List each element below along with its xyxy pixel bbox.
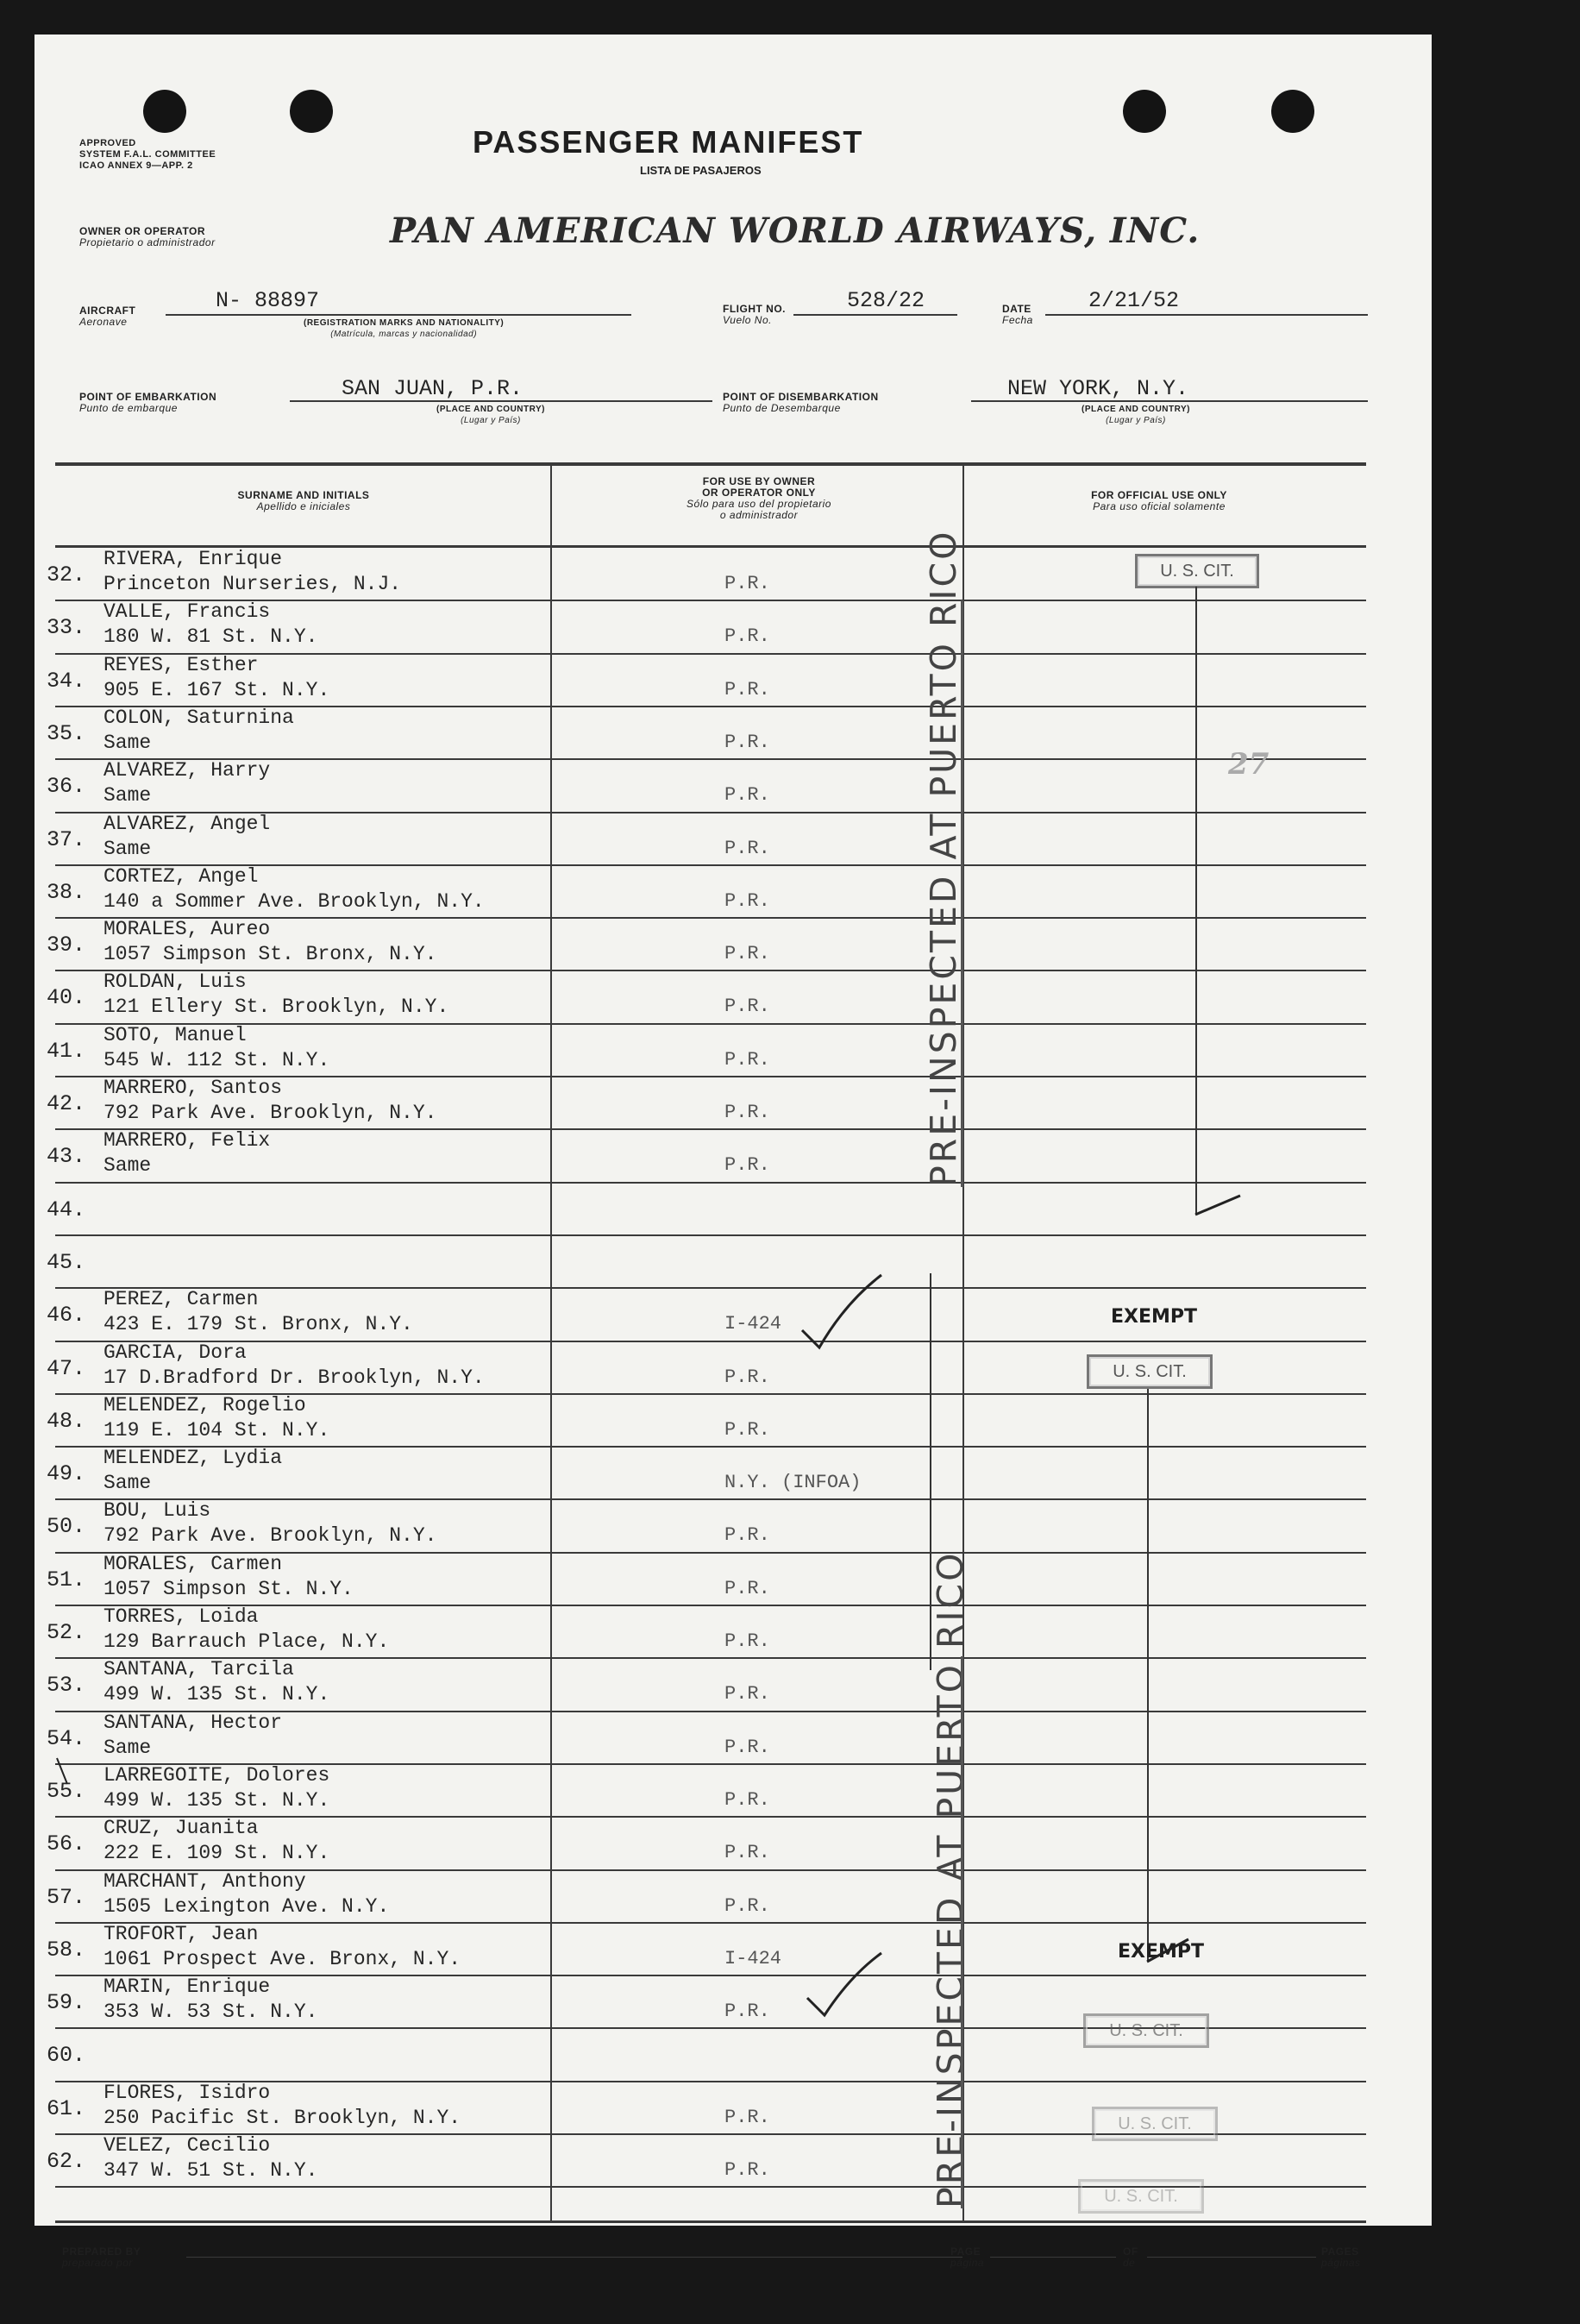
approval-line: ICAO ANNEX 9—APP. 2 — [79, 160, 193, 171]
place-note-en: (PLACE AND COUNTRY) — [1082, 405, 1190, 414]
row-number: 32. — [47, 562, 86, 587]
owner-code: P.R. — [724, 573, 770, 594]
disembark-value: NEW YORK, N.Y. — [1007, 376, 1189, 401]
of-label-es: de — [1123, 2257, 1136, 2269]
passenger-address: 222 E. 109 St. N.Y. — [103, 1842, 330, 1865]
pages-label-en: PAGES — [1321, 2245, 1359, 2258]
passenger-address: 347 W. 51 St. N.Y. — [103, 2159, 318, 2182]
row-number: 48. — [47, 1408, 86, 1434]
page-label-es: página — [950, 2257, 985, 2269]
us-citizen-stamp: U. S. CIT. — [1135, 554, 1259, 588]
us-citizen-stamp: U. S. CIT. — [1087, 1354, 1213, 1389]
us-citizen-stamp: U. S. CIT. — [1078, 2179, 1204, 2214]
embark-value: SAN JUAN, P.R. — [342, 376, 524, 401]
form-subtitle: LISTA DE PASAJEROS — [640, 164, 762, 177]
passenger-name: CORTEZ, Angel — [103, 864, 259, 888]
margin-note: 27 — [1228, 747, 1270, 782]
preinspected-stamp: PRE-INSPECTED AT PUERTO RICO — [923, 529, 964, 1187]
passenger-name: REYES, Esther — [103, 653, 259, 676]
passenger-name: LARREGOITE, Dolores — [103, 1763, 330, 1787]
passenger-address: 1061 Prospect Ave. Bronx, N.Y. — [103, 1947, 461, 1970]
page-label — [950, 2246, 984, 2269]
us-citizen-stamp: U. S. CIT. — [1092, 2107, 1218, 2141]
approval-line: APPROVED — [79, 138, 136, 148]
flight-value: 528/22 — [847, 288, 925, 313]
passenger-name: RIVERA, Enrique — [103, 548, 283, 570]
pages-label-es: páginas — [1321, 2257, 1361, 2269]
passenger-address: 499 W. 135 St. N.Y. — [103, 1788, 330, 1812]
preinspected-stamp: PRE-INSPECTED AT PUERTO RICO — [930, 1550, 971, 2208]
flight-label-es: Vuelo No. — [723, 314, 772, 326]
row-number: 54. — [47, 1725, 86, 1751]
aircraft-label-en: AIRCRAFT — [79, 305, 136, 317]
row-number: 58. — [47, 1937, 86, 1963]
row-number: 53. — [47, 1673, 86, 1699]
passenger-name: MORALES, Carmen — [103, 1552, 283, 1575]
owner-code: P.R. — [724, 1577, 770, 1599]
us-citizen-stamp: U. S. CIT. — [1083, 2013, 1209, 2048]
underline — [990, 2257, 1116, 2258]
passenger-address: 129 Barrauch Place, N.Y. — [103, 1630, 390, 1653]
passenger-address: 1505 Lexington Ave. N.Y. — [103, 1894, 390, 1918]
owner-code: P.R. — [724, 1048, 770, 1071]
passenger-name: TROFORT, Jean — [103, 1922, 259, 1945]
row-number: 51. — [47, 1567, 86, 1592]
underline — [1147, 2257, 1316, 2258]
manifest-sheet — [34, 35, 1432, 2269]
aircraft-value: N- 88897 — [216, 288, 320, 313]
underline — [186, 2257, 962, 2258]
row-number: 34. — [47, 668, 86, 694]
owner-use-es-line: o administrador — [719, 509, 799, 521]
row-number: 60. — [47, 2043, 86, 2069]
row-number: 39. — [47, 933, 86, 958]
row-number: 45. — [47, 1249, 86, 1275]
owner-code: I-424 — [724, 1947, 782, 1969]
owner-code: P.R. — [724, 1683, 770, 1705]
owner-code: P.R. — [724, 2001, 770, 2023]
owner-code: P.R. — [724, 1366, 770, 1388]
passenger-name: PEREZ, Carmen — [103, 1288, 259, 1311]
check-mark-icon — [807, 1953, 881, 2015]
owner-code: P.R. — [724, 889, 770, 912]
owner-code: P.R. — [724, 678, 770, 700]
row-number: 36. — [47, 774, 86, 800]
owner-code: P.R. — [724, 1842, 770, 1864]
passenger-name: VELEZ, Cecilio — [103, 2134, 271, 2157]
row-number: 46. — [47, 1303, 86, 1328]
passenger-name: TORRES, Loida — [103, 1605, 259, 1628]
passenger-name: ALVAREZ, Harry — [103, 759, 271, 782]
owner-code: P.R. — [724, 837, 770, 859]
of-label — [1123, 2246, 1138, 2269]
date-value: 2/21/52 — [1088, 288, 1180, 313]
place-note-es: (Lugar y País) — [1106, 416, 1166, 425]
owner-label-es: Propietario o administrador — [79, 236, 216, 248]
row-number: 57. — [47, 1884, 86, 1910]
passenger-address: 140 a Sommer Ave. Brooklyn, N.Y. — [103, 889, 485, 913]
passenger-address: Same — [103, 1472, 152, 1495]
passenger-address: 121 Ellery St. Brooklyn, N.Y. — [103, 996, 449, 1019]
registration-note-en: (REGISTRATION MARKS AND NATIONALITY) — [304, 318, 505, 328]
embark-label-es: Punto de embarque — [79, 402, 178, 414]
owner-code: P.R. — [724, 1418, 770, 1441]
date-label-en: DATE — [1002, 303, 1031, 315]
row-number: 49. — [47, 1461, 86, 1487]
passenger-name: SOTO, Manuel — [103, 1023, 247, 1046]
passenger-name: SANTANA, Tarcila — [103, 1658, 294, 1681]
owner-code: N.Y. (INFOA) — [724, 1472, 862, 1494]
passenger-name: MARIN, Enrique — [103, 1975, 271, 1999]
row-number: 56. — [47, 1831, 86, 1857]
row-number: 35. — [47, 720, 86, 746]
bracket-end-icon — [1195, 1196, 1240, 1215]
owner-code: P.R. — [724, 943, 770, 965]
owner-use-es-line: Sólo para uso del propietario — [687, 498, 831, 510]
passenger-name: MELENDEZ, Rogelio — [103, 1393, 306, 1416]
row-number: 59. — [47, 1990, 86, 2016]
owner-code: P.R. — [724, 1788, 770, 1811]
owner-code: P.R. — [724, 784, 770, 807]
passenger-name: MARRERO, Felix — [103, 1129, 271, 1153]
flight-label-en: FLIGHT NO. — [723, 303, 786, 315]
owner-use-line: OR OPERATOR ONLY — [702, 487, 816, 499]
owner-code: P.R. — [724, 2159, 770, 2181]
check-mark-icon — [802, 1275, 881, 1347]
passenger-address: 792 Park Ave. Brooklyn, N.Y. — [103, 1524, 437, 1548]
form-title: PASSENGER MANIFEST — [473, 124, 864, 160]
prepared-by-es: preparado por — [62, 2257, 133, 2269]
passenger-name: ROLDAN, Luis — [103, 970, 247, 994]
row-number: 44. — [47, 1197, 86, 1222]
operator-name: PAN AMERICAN WORLD AIRWAYS, INC. — [390, 210, 1201, 251]
passenger-name: FLORES, Isidro — [103, 2081, 271, 2104]
disembark-label-es: Punto de Desembarque — [723, 402, 841, 414]
prepared-by-label — [62, 2246, 141, 2269]
of-label-en: OF — [1123, 2245, 1138, 2258]
owner-code: P.R. — [724, 2106, 770, 2128]
passenger-name: ALVAREZ, Angel — [103, 812, 271, 835]
official-header-en: FOR OFFICIAL USE ONLY — [1091, 489, 1227, 501]
owner-code: P.R. — [724, 625, 770, 648]
date-label-es: Fecha — [1002, 314, 1033, 326]
row-number: 41. — [47, 1038, 86, 1064]
passenger-address: 1057 Simpson St. N.Y. — [103, 1577, 354, 1600]
row-number: 40. — [47, 985, 86, 1011]
owner-code: P.R. — [724, 1736, 770, 1758]
owner-code: P.R. — [724, 1630, 770, 1652]
owner-code: P.R. — [724, 731, 770, 753]
passenger-address: 353 W. 53 St. N.Y. — [103, 2001, 318, 2024]
row-number: 33. — [47, 615, 86, 641]
row-number: 47. — [47, 1355, 86, 1381]
prepared-by-en: PREPARED BY — [62, 2245, 141, 2258]
page-label-en: PAGE — [950, 2245, 981, 2258]
row-number: 61. — [47, 2095, 86, 2121]
row-number: 55. — [47, 1778, 86, 1804]
passenger-address: Same — [103, 731, 152, 754]
place-note-en: (PLACE AND COUNTRY) — [436, 405, 545, 414]
passenger-address: Same — [103, 1736, 152, 1759]
passenger-address: 545 W. 112 St. N.Y. — [103, 1048, 330, 1071]
surname-header-es: Apellido e iniciales — [256, 500, 351, 512]
passenger-address: 250 Pacific St. Brooklyn, N.Y. — [103, 2106, 461, 2129]
row-number: 43. — [47, 1144, 86, 1170]
pages-label — [1321, 2246, 1361, 2269]
owner-code: P.R. — [724, 996, 770, 1018]
owner-code: P.R. — [724, 1154, 770, 1177]
row-number: 37. — [47, 826, 86, 852]
passenger-address: Princeton Nurseries, N.J. — [103, 573, 402, 595]
passenger-name: VALLE, Francis — [103, 600, 271, 624]
exempt-stamp: EXEMPT — [1111, 1306, 1198, 1328]
passenger-name: CRUZ, Juanita — [103, 1817, 259, 1840]
passenger-name: COLON, Saturnina — [103, 706, 294, 729]
row-number: 38. — [47, 879, 86, 905]
passenger-name: MELENDEZ, Lydia — [103, 1447, 283, 1470]
owner-code: P.R. — [724, 1524, 770, 1547]
row-number: 52. — [47, 1620, 86, 1645]
passenger-name: BOU, Luis — [103, 1499, 211, 1523]
aircraft-label-es: Aeronave — [79, 316, 128, 328]
passenger-address: 180 W. 81 St. N.Y. — [103, 625, 318, 649]
passenger-address: 17 D.Bradford Dr. Brooklyn, N.Y. — [103, 1366, 485, 1389]
row-number: 42. — [47, 1091, 86, 1116]
owner-code: I-424 — [724, 1313, 782, 1335]
passenger-address: 905 E. 167 St. N.Y. — [103, 678, 330, 701]
passenger-address: 792 Park Ave. Brooklyn, N.Y. — [103, 1102, 437, 1124]
surname-header-en: SURNAME AND INITIALS — [237, 489, 370, 501]
passenger-address: Same — [103, 1154, 152, 1178]
row-number: 50. — [47, 1514, 86, 1540]
passenger-address: Same — [103, 784, 152, 807]
owner-use-line: FOR USE BY OWNER — [702, 475, 816, 487]
passenger-address: 499 W. 135 St. N.Y. — [103, 1683, 330, 1706]
passenger-name: GARCIA, Dora — [103, 1341, 247, 1364]
owner-label-en: OWNER OR OPERATOR — [79, 225, 206, 237]
passenger-name: MORALES, Aureo — [103, 918, 271, 941]
passenger-name: MARRERO, Santos — [103, 1077, 283, 1099]
passenger-address: Same — [103, 837, 152, 860]
disembark-label-en: POINT OF DISEMBARKATION — [723, 391, 879, 403]
handwritten-marks — [34, 35, 1432, 2226]
owner-code: P.R. — [724, 1894, 770, 1917]
tick-mark-icon — [57, 1758, 67, 1784]
approval-line: SYSTEM F.A.L. COMMITTEE — [79, 149, 216, 160]
passenger-name: SANTANA, Hector — [103, 1711, 283, 1734]
row-number: 62. — [47, 2149, 86, 2174]
passenger-address: 119 E. 104 St. N.Y. — [103, 1418, 330, 1442]
bracket-end-icon — [1147, 1939, 1188, 1962]
passenger-address: 423 E. 179 St. Bronx, N.Y. — [103, 1313, 413, 1336]
place-note-es: (Lugar y País) — [461, 416, 521, 425]
exempt-stamp: EXEMPT — [1118, 1941, 1205, 1963]
official-header-es: Para uso oficial solamente — [1093, 500, 1226, 512]
owner-code: P.R. — [724, 1102, 770, 1123]
registration-note-es: (Matrícula, marcas y nacionalidad) — [330, 330, 478, 339]
passenger-address: 1057 Simpson St. Bronx, N.Y. — [103, 943, 437, 966]
passenger-name: MARCHANT, Anthony — [103, 1869, 306, 1893]
embark-label-en: POINT OF EMBARKATION — [79, 391, 217, 403]
